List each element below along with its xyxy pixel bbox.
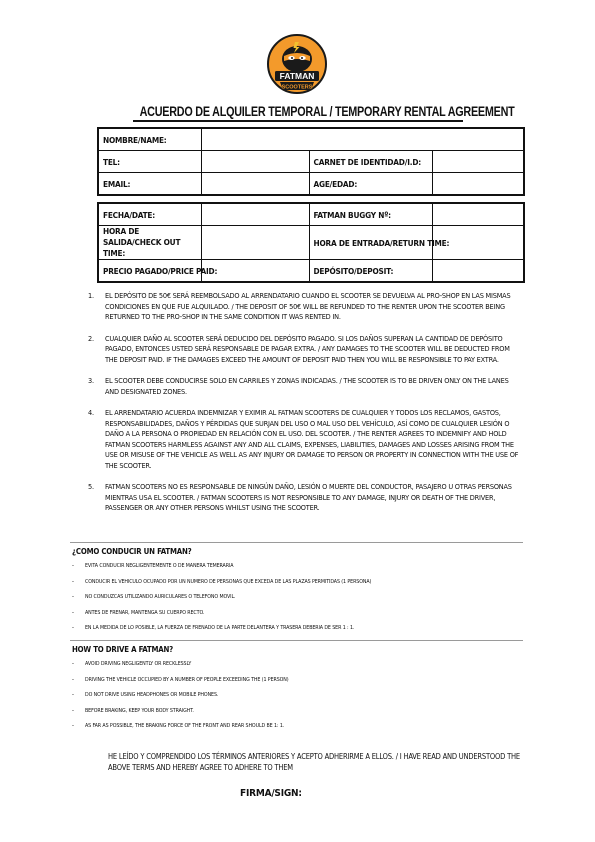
bullet-dash: - — [72, 624, 74, 631]
list-item — [72, 625, 522, 641]
bullet-dash: - — [72, 691, 74, 698]
list-item-text: AVOID DRIVING NEGLIGENTLY OR RECKLESSLY — [85, 661, 192, 667]
date-label: FECHA/DATE: — [98, 203, 201, 226]
term-number: 5. — [88, 482, 94, 491]
how-to-en-heading: HOW TO DRIVE A FATMAN? — [72, 645, 174, 654]
deposit-label: DEPÓSITO/DEPOSIT: — [309, 260, 432, 283]
bullet-dash: - — [72, 660, 74, 667]
bullet-dash: - — [72, 675, 74, 683]
id-label: CARNET DE IDENTIDAD/I.D: — [309, 151, 432, 173]
phone-row — [98, 151, 524, 173]
how-to-es-heading: ¿COMO CONDUCIR UN FATMAN? — [72, 547, 192, 556]
term-number: 4. — [88, 408, 94, 417]
list-item — [72, 563, 522, 579]
section-divider — [70, 640, 523, 641]
payment-row — [98, 260, 524, 283]
term-text: EL ARRENDATARIO ACUERDA INDEMNIZAR Y EXIMIR AL FATMAN SCOOTERS DE CUALQUIER Y TODOS LOS RECLAMOS, GASTOS, RESPONSABILIDADES, DAÑOS Y PÉRDIDAS QUE SURJAN DEL USO O MAL USO DEL VEHÍCULO, ASÍ COMO DE CUALQUIER LESIÓN O DAÑO A LA PERSONA O PROPIEDAD EN RELACIÓN CON EL USO. DEL SCOOTER. / THE RENTER AGREES TO INDEMNIFY AND HOLD FATMAN SCOOTERS HARMLESS AGAINST ANY AND ALL CLAIMS, EXPENSES, LIABILITIES, DAMAGES AND LOSSES ARISING FROM THE USE OR MISUSE OF THE VEHICLE AS WELL AS ANY INJURY OR DAMAGE TO PERSON OR PROPERTY IN CONNECTION WITH THE USE OF THE SCOOTER. — [105, 408, 519, 470]
how-to-en-list — [72, 661, 522, 739]
email-row — [98, 173, 524, 196]
list-item — [72, 708, 522, 724]
bullet-dash: - — [72, 722, 74, 729]
term-number: 3. — [88, 376, 94, 385]
how-to-es-list — [72, 563, 522, 641]
term-text: EL DEPÓSITO DE 50€ SERÁ REEMBOLSADO AL ARRENDATARIO CUANDO EL SCOOTER SE DEVUELVA AL PRO-SHOP EN LAS MISMAS CONDICIONES EN QUE FUE ALQUILADO. / THE DEPOSIT OF 50€ WILL BE REFUNDED TO THE RENTER UPON THE SCOOTER BEING RETURNED TO THE PRO-SHOP IN THE SAME CONDITION IT WAS RENTED IN. — [105, 291, 511, 321]
list-item — [72, 579, 522, 595]
price-label: PRECIO PAGADO/PRICE PAID: — [98, 260, 201, 283]
terms-list — [88, 291, 524, 514]
bullet-dash: - — [72, 577, 74, 585]
list-item — [72, 661, 522, 677]
rental-info-form — [97, 202, 525, 283]
logo-brand-text: FATMAN — [279, 71, 315, 81]
list-item-text: AS FAR AS POSSIBLE, THE BRAKING FORCE OF THE FRONT AND REAR SHOULD BE 1: 1. — [85, 723, 285, 729]
list-item-text: NO CONDUZCAS UTILIZANDO AURICULARES O TELEFONO MOVIL. — [85, 594, 236, 600]
term-text: CUALQUIER DAÑO AL SCOOTER SERÁ DEDUCIDO DEL DEPÓSITO PAGADO. SI LOS DAÑOS SUPERAN LA CANTIDAD DE DEPÓSITO PAGADO, ENTONCES USTED SERÁ RESPONSABLE DE PAGAR EXTRA. / ANY DAMAGES TO THE SCOOTER WILL BE DEDUCTED FROM THE DEPOSIT PAID. IF THE DAMAGES EXCEED THE AMOUNT OF DEPOSIT PAID THEN YOU WILL BE RESPONSIBLE TO PAY EXTRA. — [105, 333, 510, 364]
list-item — [72, 723, 522, 739]
time-row — [98, 226, 524, 260]
list-item — [72, 692, 522, 708]
term-item — [88, 334, 524, 366]
buggy-field[interactable] — [432, 203, 524, 226]
list-item — [72, 677, 522, 693]
fatman-scooters-logo — [265, 32, 329, 102]
name-row — [98, 128, 524, 151]
title-underline — [133, 120, 463, 122]
logo-sub-text: SCOOTERS — [281, 84, 313, 91]
price-field[interactable] — [201, 260, 309, 283]
checkout-field[interactable] — [201, 226, 309, 260]
list-item-text: DRIVING THE VEHICLE OCCUPIED BY A NUMBER OF PEOPLE EXCEEDING THE (1 PERSON) — [85, 676, 289, 683]
name-field[interactable] — [201, 128, 524, 151]
phone-label: TEL: — [98, 151, 201, 173]
bullet-dash: - — [72, 562, 74, 569]
list-item-text: EN LA MEDIDA DE LO POSIBLE, LA FUERZA DE FRENADO DE LA PARTE DELANTERA Y TRASERA DEBERIA DE SER 1 : 1. — [85, 625, 355, 631]
age-field[interactable] — [432, 173, 524, 196]
term-item — [88, 482, 524, 514]
email-label: EMAIL: — [98, 173, 201, 196]
name-label: NOMBRE/NAME: — [98, 128, 201, 151]
bullet-dash: - — [72, 608, 74, 616]
id-field[interactable] — [432, 151, 524, 173]
personal-info-form — [97, 127, 525, 196]
list-item-text: ANTES DE FRENAR, MANTENGA SU CUERPO RECTO. — [85, 609, 205, 616]
buggy-label: FATMAN BUGGY Nº: — [309, 203, 432, 226]
term-item — [88, 291, 524, 323]
list-item — [72, 610, 522, 626]
term-text: FATMAN SCOOTERS NO ES RESPONSABLE DE NINGÚN DAÑO, LESIÓN O MUERTE DEL CONDUCTOR, PASAJERO U OTRAS PERSONAS MIENTRAS USA EL SCOOTER. / FATMAN SCOOTERS IS NOT RESPONSIBLE TO ANY DAMAGE, INJURY OR DEATH OF THE DRIVER, PASSENGER OR ANY OTHER PERSONS WHILST USING THE SCOOTER. — [105, 482, 512, 512]
page-title: ACUERDO DE ALQUILER TEMPORAL / TEMPORARY RENTAL AGREEMENT — [139, 104, 515, 119]
return-label: HORA DE ENTRADA/RETURN TIME: — [309, 226, 432, 260]
list-item-text: DO NOT DRIVE USING HEADPHONES OR MOBILE PHONES. — [85, 692, 219, 698]
age-label: AGE/EDAD: — [309, 173, 432, 196]
bullet-dash: - — [72, 706, 74, 714]
term-item — [88, 376, 524, 397]
list-item-text: EVITA CONDUCIR NEGLIGENTEMENTE O DE MANERA TEMERARIA — [85, 563, 234, 569]
term-text: EL SCOOTER DEBE CONDUCIRSE SOLO EN CARRILES Y ZONAS INDICADAS. / THE SCOOTER IS TO BE DRIVEN ONLY ON THE LANES AND DESIGNATED ZONES. — [105, 376, 509, 396]
term-number: 2. — [88, 333, 94, 343]
checkout-label: HORA DE SALIDA/CHECK OUT TIME: — [98, 226, 201, 260]
list-item — [72, 594, 522, 610]
section-divider — [70, 542, 523, 543]
term-item — [88, 408, 524, 471]
term-number: 1. — [88, 291, 94, 300]
signature-label: FIRMA/SIGN: — [240, 788, 302, 799]
bullet-dash: - — [72, 593, 74, 600]
list-item-text: CONDUCIR EL VEHICULO OCUPADO POR UN NUMERO DE PERSONAS QUE EXCEDA DE LAS PLAZAS PERMITIDAS (1 PERSONA) — [85, 578, 372, 585]
agreement-statement: HE LEÍDO Y COMPRENDIDO LOS TÉRMINOS ANTERIORES Y ACEPTO ADHERIRME A ELLOS. / I HAVE READ AND UNDERSTOOD THE ABOVE TERMS AND HEREBY AGREE TO ADHERE TO THEM — [108, 752, 520, 772]
deposit-field[interactable] — [432, 260, 524, 283]
phone-field[interactable] — [201, 151, 309, 173]
date-row — [98, 203, 524, 226]
email-field[interactable] — [201, 173, 309, 196]
list-item-text: BEFORE BRAKING, KEEP YOUR BODY STRAIGHT. — [85, 707, 194, 714]
date-field[interactable] — [201, 203, 309, 226]
